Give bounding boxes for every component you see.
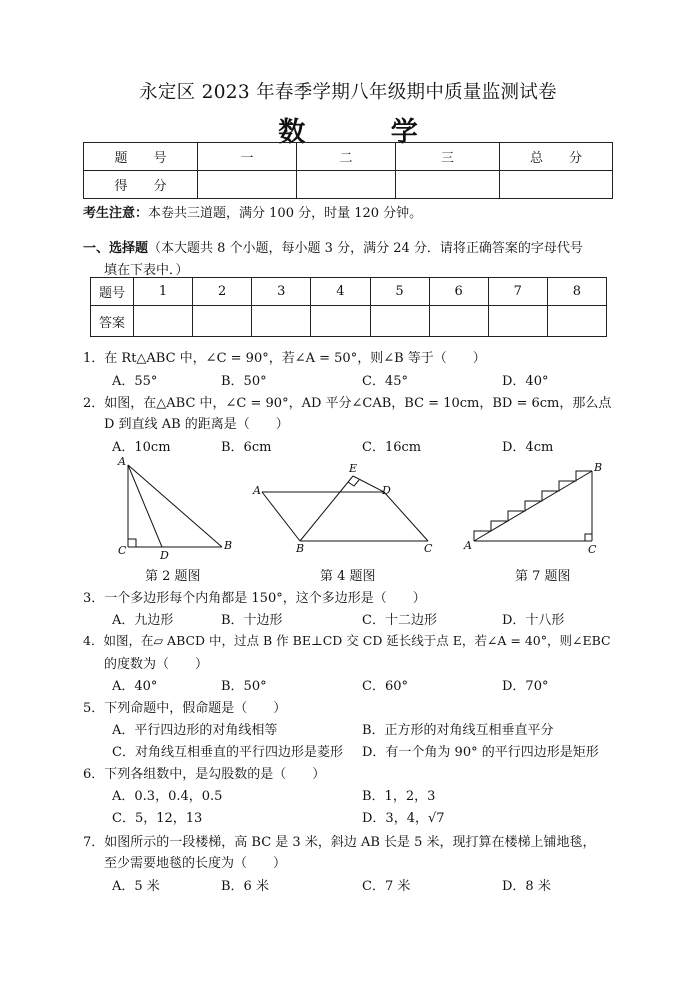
q4-option-d[interactable]: D．70° (502, 679, 549, 694)
q7-option-c[interactable]: C．7 米 (362, 879, 411, 894)
notice (83, 202, 422, 221)
answer-header-cell: 5 (370, 278, 429, 306)
score-header-cell: 一 (198, 143, 297, 171)
q2-option-a[interactable]: A．10cm (112, 440, 171, 455)
q3-option-c[interactable]: C．十二边形 (362, 613, 437, 628)
q1-stem: 1．在 Rt△ABC 中，∠C = 90°，若∠A = 50°，则∠B 等于（ ） (83, 351, 486, 366)
fig7-caption: 第 7 题图 (515, 569, 571, 584)
q4-option-b[interactable]: B．50° (221, 679, 267, 694)
score-table (83, 142, 613, 199)
q6-option-c[interactable]: C．5，12，13 (112, 811, 203, 826)
q7-stem: 7．如图所示的一段楼梯，高 BC 是 3 米，斜边 AB 长是 5 米，现打算在楼梯上铺地毯， (83, 835, 596, 850)
fig4-label-c: C (424, 542, 433, 555)
answer-header-cell: 题号 (91, 278, 134, 306)
q5-option-b[interactable]: B．正方形的对角线互相垂直平分 (362, 723, 554, 738)
q3-stem: 3．一个多边形每个内角都是 150°，这个多边形是（ ） (83, 591, 426, 606)
answer-row-label: 答案 (91, 306, 134, 337)
q2-stem: 2．如图，在△ABC 中，∠C = 90°，AD 平分∠CAB，BC = 10cm，BD = 6cm，那么点 (83, 396, 612, 411)
fig4-label-b: B (296, 542, 305, 555)
q1-option-c[interactable]: C．45° (362, 374, 408, 389)
q1-option-a[interactable]: A．55° (112, 374, 158, 389)
answer-header-cell: 4 (311, 278, 370, 306)
q6-option-a[interactable]: A．0.3，0.4，0.5 (112, 789, 223, 804)
answer-cell[interactable] (311, 306, 370, 337)
fig7-label-b: B (594, 461, 603, 474)
q6-option-b[interactable]: B．1，2，3 (362, 789, 436, 804)
section1-desc2: 填在下表中．） (104, 263, 189, 278)
fig7-label-c: C (588, 543, 597, 556)
subject-title: 数 学 (278, 117, 456, 148)
q2-stem-cont: D 到直线 AB 的距离是（ ） (104, 417, 289, 432)
answer-header-cell: 3 (252, 278, 311, 306)
score-cell[interactable] (396, 171, 500, 199)
answer-header-cell: 6 (429, 278, 488, 306)
figure-q2 (110, 455, 240, 565)
fig2-label-a: A (118, 455, 126, 468)
q5-option-d[interactable]: D．有一个角为 90° 的平行四边形是矩形 (362, 745, 599, 760)
answer-header-cell: 8 (547, 278, 606, 306)
q5-option-c[interactable]: C．对角线互相垂直的平行四边形是菱形 (112, 745, 343, 760)
figure-q7 (458, 455, 608, 565)
fig2-label-d: D (160, 549, 169, 562)
score-cell[interactable] (297, 171, 396, 199)
answer-table (90, 277, 607, 337)
answer-cell[interactable] (370, 306, 429, 337)
q3-option-b[interactable]: B．十边形 (221, 613, 283, 628)
fig7-label-a: A (464, 539, 472, 552)
q5-option-a[interactable]: A．平行四边形的对角线相等 (112, 723, 278, 738)
section1-line1 (83, 237, 583, 256)
q1-option-b[interactable]: B．50° (221, 374, 267, 389)
q7-option-b[interactable]: B．6 米 (221, 879, 269, 894)
answer-header-cell: 7 (488, 278, 547, 306)
page-title: 永定区 2023 年春季学期八年级期中质量监测试卷 (139, 82, 557, 103)
q3-option-d[interactable]: D．十八形 (502, 613, 565, 628)
answer-cell[interactable] (547, 306, 606, 337)
fig4-label-a: A (253, 484, 261, 497)
q2-option-b[interactable]: B．6cm (221, 440, 272, 455)
fig2-label-c: C (118, 544, 127, 557)
q6-option-d[interactable]: D．3，4，√7 (362, 811, 445, 826)
fig2-caption: 第 2 题图 (145, 569, 201, 584)
fig4-caption: 第 4 题图 (320, 569, 376, 584)
q4-stem-cont: 的度数为（ ） (104, 657, 209, 672)
answer-cell[interactable] (488, 306, 547, 337)
figure-q4 (248, 455, 438, 565)
fig4-label-e: E (349, 462, 358, 475)
q7-option-d[interactable]: D．8 米 (502, 879, 551, 894)
notice-text: 本卷共三道题，满分 100 分，时量 120 分钟。 (148, 206, 423, 221)
answer-header-cell: 2 (193, 278, 252, 306)
q1-option-d[interactable]: D．40° (502, 374, 549, 389)
score-cell[interactable] (500, 171, 613, 199)
score-header-cell: 三 (396, 143, 500, 171)
answer-cell[interactable] (193, 306, 252, 337)
score-header-cell: 二 (297, 143, 396, 171)
answer-cell[interactable] (134, 306, 193, 337)
answer-cell[interactable] (429, 306, 488, 337)
q5-stem: 5．下列命题中，假命题是（ ） (83, 701, 287, 716)
q7-stem-cont: 至少需要地毯的长度为（ ） (104, 856, 287, 871)
q6-stem: 6．下列各组数中，是勾股数的是（ ） (83, 767, 326, 782)
score-row-label: 得 分 (84, 171, 198, 199)
answer-cell[interactable] (252, 306, 311, 337)
q2-option-c[interactable]: C．16cm (362, 440, 422, 455)
notice-label: 考生注意： (83, 206, 149, 221)
q4-stem: 4．如图，在▱ ABCD 中，过点 B 作 BE⊥CD 交 CD 延长线于点 E，若∠A = 40°，则∠EBC (83, 633, 611, 648)
fig2-label-b: B (224, 539, 233, 552)
section1-heading: 一、选择题 (83, 241, 149, 256)
q3-option-a[interactable]: A．九边形 (112, 613, 174, 628)
q7-option-a[interactable]: A．5 米 (112, 879, 160, 894)
q4-option-c[interactable]: C．60° (362, 679, 408, 694)
q2-option-d[interactable]: D．4cm (502, 440, 554, 455)
score-header-cell: 题 号 (84, 143, 198, 171)
score-cell[interactable] (198, 171, 297, 199)
section1-desc: （本大题共 8 个小题，每小题 3 分，满分 24 分．请将正确答案的字母代号 (148, 241, 583, 256)
score-header-cell: 总 分 (500, 143, 613, 171)
answer-header-cell: 1 (134, 278, 193, 306)
q4-option-a[interactable]: A．40° (112, 679, 158, 694)
fig4-label-d: D (382, 484, 391, 497)
